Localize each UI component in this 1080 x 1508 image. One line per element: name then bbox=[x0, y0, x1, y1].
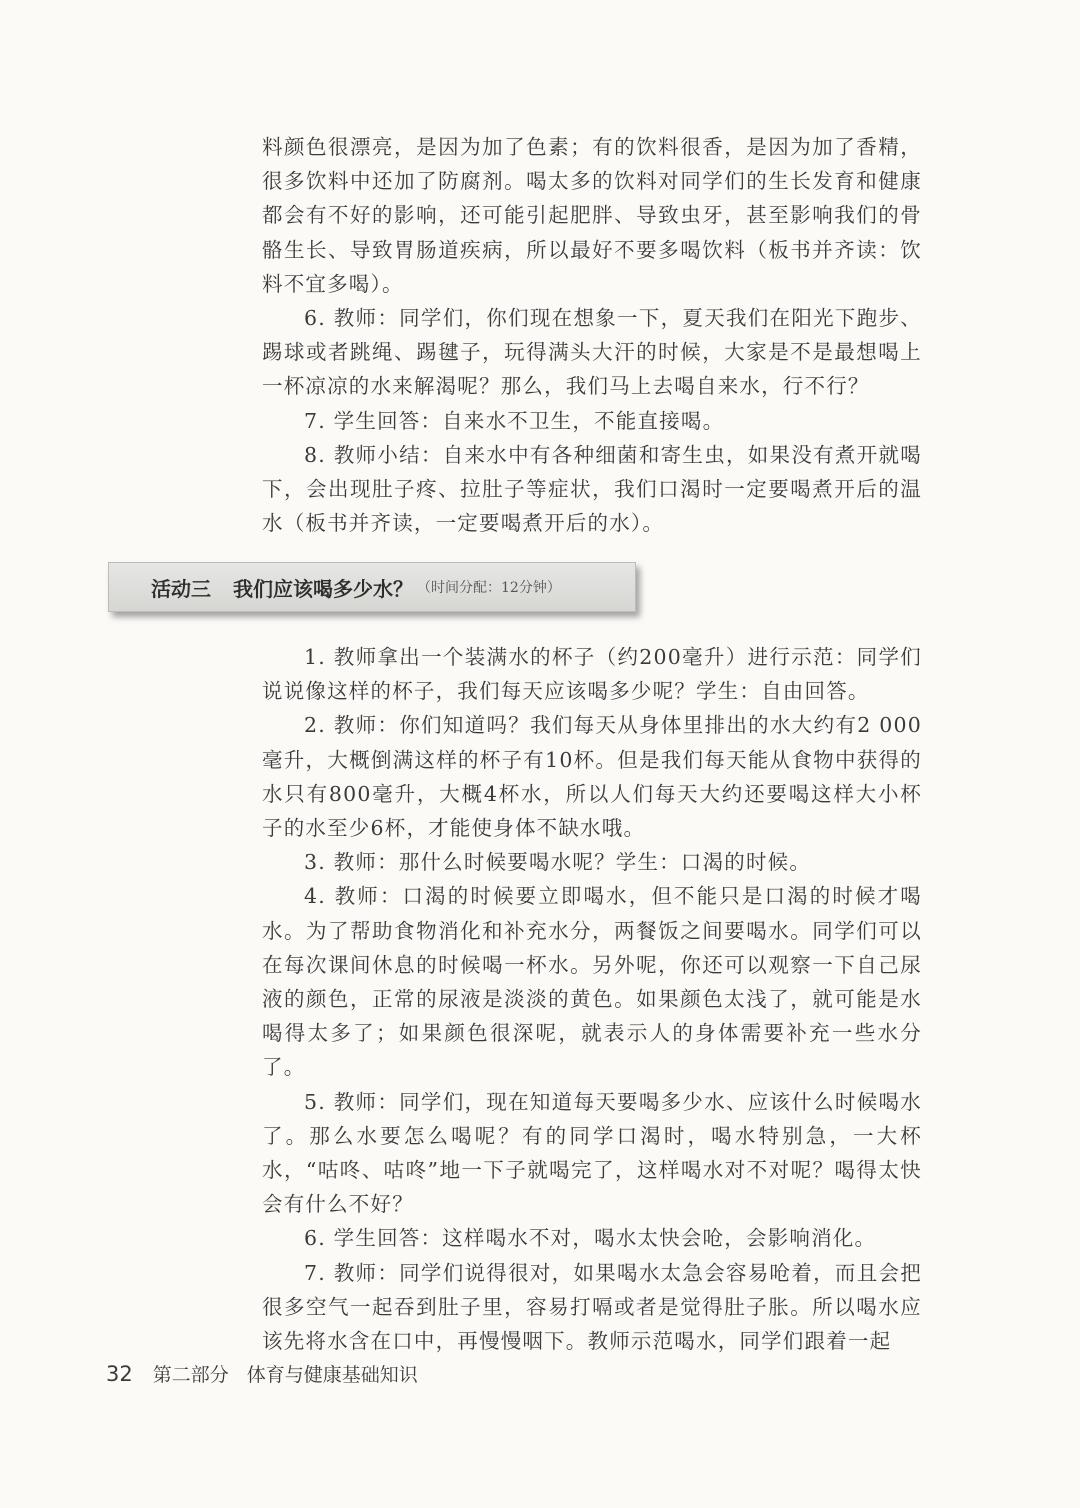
paragraph-item-8: 8. 教师小结：自来水中有各种细菌和寄生虫，如果没有煮开就喝下，会出现肚子疼、拉肚子等症状，我们口渴时一定要喝煮开后的温水（板书并齐读，一定要喝煮开后的水）。 bbox=[262, 442, 922, 536]
paragraph-item-7: 7. 学生回答：自来水不卫生，不能直接喝。 bbox=[304, 408, 725, 433]
activity-time-allocation: （时间分配：12分钟） bbox=[417, 580, 561, 596]
paragraph-item-6: 6. 教师：同学们，你们现在想象一下，夏天我们在阳光下跑步、踢球或者跳绳、踢毽子，玩得满头大汗的时候，大家是不是最想喝上一杯凉凉的水来解渴呢？那么，我们马上去喝自来水，行不行？ bbox=[262, 306, 922, 399]
paragraph-item-2: 2. 教师：你们知道吗？我们每天从身体里排出的水大约有2 000毫升，大概倒满这样的杯子有10杯。但是我们每天能从食物中获得的水只有800毫升，大概4杯水，所以人们每天大约还要喝这样大小杯子的水至少6杯，才能使身体不缺水哦。 bbox=[262, 713, 922, 841]
paragraph-item-1: 1. 教师拿出一个装满水的杯子（约200毫升）进行示范：同学们说说像这样的杯子，我们每天应该喝多少呢？学生：自由回答。 bbox=[262, 645, 922, 704]
paragraph-continued: 料颜色很漂亮，是因为加了色素；有的饮料很香，是因为加了香精，很多饮料中还加了防腐剂。喝太多的饮料对同学们的生长发育和健康都会有不好的影响，还可能引起肥胖、导致虫牙，甚至影响我们的骨骼生长、导致胃肠道疾病，所以最好不要多喝饮料（板书并齐读：饮料不宜多喝）。 bbox=[262, 135, 922, 296]
activity-label: 活动三 bbox=[151, 576, 211, 601]
page-footer bbox=[106, 1360, 418, 1387]
footer-part: 第二部分 bbox=[152, 1364, 229, 1386]
activity-heading bbox=[108, 562, 636, 612]
paragraph-item-3: 3. 教师：那什么时候要喝水呢？学生：口渴的时候。 bbox=[304, 850, 812, 875]
page-number: 32 bbox=[106, 1362, 133, 1386]
paragraph-item-4: 4. 教师：口渴的时候要立即喝水，但不能只是口渴的时候才喝水。为了帮助食物消化和补充水分，两餐饭之间要喝水。同学们可以在每次课间休息的时候喝一杯水。另外呢，你还可以观察一下自己尿液的颜色，正常的尿液是淡淡的黄色。如果颜色太浅了，就可能是水喝得太多了；如果颜色很深呢，就表示人的身体需要补充一些水分了。 bbox=[262, 884, 922, 1080]
paragraph-item-7b: 7. 教师：同学们说得很对，如果喝水太急会容易呛着，而且会把很多空气一起吞到肚子里，容易打嗝或者是觉得肚子胀。所以喝水应该先将水含在口中，再慢慢咽下。教师示范喝水，同学们跟着一起 bbox=[262, 1260, 922, 1354]
paragraph-item-5: 5. 教师：同学们，现在知道每天要喝多少水、应该什么时候喝水了。那么水要怎么喝呢？有的同学口渴时，喝水特别急，一大杯水，“咕咚、咕咚”地一下子就喝完了，这样喝水对不对呢？喝得太快会有什么不好？ bbox=[262, 1089, 922, 1217]
paragraph-item-6b: 6. 学生回答：这样喝水不对，喝水太快会呛，会影响消化。 bbox=[304, 1226, 877, 1251]
activity-title: 我们应该喝多少水？ bbox=[233, 576, 413, 601]
footer-title: 体育与健康基础知识 bbox=[246, 1364, 418, 1386]
text-section-1 bbox=[262, 130, 922, 540]
text-section-2 bbox=[262, 640, 922, 1358]
